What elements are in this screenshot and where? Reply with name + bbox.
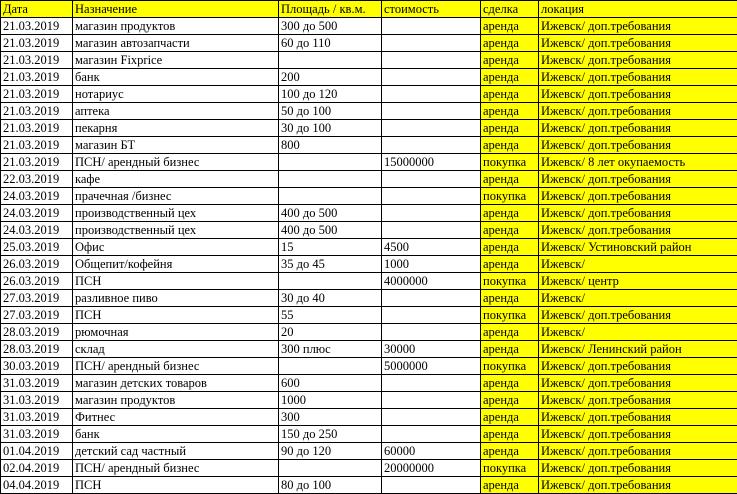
cell-area[interactable]: 600: [279, 375, 382, 392]
cell-cost[interactable]: 20000000: [382, 460, 481, 477]
cell-purpose[interactable]: Фитнес: [73, 409, 279, 426]
cell-date[interactable]: 21.03.2019: [1, 18, 73, 35]
cell-purpose[interactable]: детский сад частный: [73, 443, 279, 460]
cell-purpose[interactable]: прачечная /бизнес: [73, 188, 279, 205]
cell-purpose[interactable]: производственный цех: [73, 222, 279, 239]
cell-location[interactable]: Ижевск/ центр: [539, 273, 737, 290]
cell-cost[interactable]: 60000: [382, 443, 481, 460]
table-row: [1, 52, 737, 69]
cell-location[interactable]: Ижевск/ доп.требования: [539, 171, 737, 188]
cell-location[interactable]: Ижевск/ доп.требования: [539, 35, 737, 52]
cell-date[interactable]: 21.03.2019: [1, 154, 73, 171]
cell-date[interactable]: 26.03.2019: [1, 256, 73, 273]
cell-cost[interactable]: [382, 426, 481, 443]
cell-deal[interactable]: аренда: [481, 18, 539, 35]
cell-deal[interactable]: аренда: [481, 103, 539, 120]
cell-area[interactable]: 90 до 120: [279, 443, 382, 460]
cell-area[interactable]: 80 до 100: [279, 477, 382, 494]
table-row: [1, 426, 737, 443]
cell-date[interactable]: 31.03.2019: [1, 409, 73, 426]
column-header-area[interactable]: Площадь / кв.м.: [279, 1, 382, 18]
cell-date[interactable]: 27.03.2019: [1, 307, 73, 324]
cell-deal[interactable]: покупка: [481, 188, 539, 205]
table-row: [1, 137, 737, 154]
cell-location[interactable]: Ижевск/ доп.требования: [539, 426, 737, 443]
cell-deal[interactable]: покупка: [481, 273, 539, 290]
cell-deal[interactable]: покупка: [481, 154, 539, 171]
cell-cost[interactable]: [382, 290, 481, 307]
cell-location[interactable]: Ижевск/ доп.требования: [539, 188, 737, 205]
cell-location[interactable]: Ижевск/ доп.требования: [539, 477, 737, 494]
cell-purpose[interactable]: рюмочная: [73, 324, 279, 341]
cell-area[interactable]: 30 до 100: [279, 120, 382, 137]
cell-location[interactable]: Ижевск/ доп.требования: [539, 392, 737, 409]
cell-date[interactable]: 27.03.2019: [1, 290, 73, 307]
table-row: [1, 443, 737, 460]
cell-date[interactable]: 01.04.2019: [1, 443, 73, 460]
cell-deal[interactable]: аренда: [481, 477, 539, 494]
cell-location[interactable]: Ижевск/: [539, 256, 737, 273]
cell-deal[interactable]: аренда: [481, 35, 539, 52]
cell-purpose[interactable]: ПСН/ арендный бизнес: [73, 358, 279, 375]
cell-purpose[interactable]: кафе: [73, 171, 279, 188]
cell-cost[interactable]: [382, 35, 481, 52]
cell-deal[interactable]: аренда: [481, 137, 539, 154]
cell-area[interactable]: 50 до 100: [279, 103, 382, 120]
cell-deal[interactable]: аренда: [481, 120, 539, 137]
cell-area[interactable]: 400 до 500: [279, 205, 382, 222]
cell-purpose[interactable]: склад: [73, 341, 279, 358]
cell-purpose[interactable]: нотариус: [73, 86, 279, 103]
cell-location[interactable]: Ижевск/ доп.требования: [539, 443, 737, 460]
cell-location[interactable]: Ижевск/ доп.требования: [539, 460, 737, 477]
cell-cost[interactable]: [382, 307, 481, 324]
table-row: [1, 69, 737, 86]
column-header-cost[interactable]: стоимость: [382, 1, 481, 18]
cell-location[interactable]: Ижевск/ доп.требования: [539, 205, 737, 222]
cell-purpose[interactable]: ПСН: [73, 273, 279, 290]
cell-purpose[interactable]: пекарня: [73, 120, 279, 137]
cell-date[interactable]: 30.03.2019: [1, 358, 73, 375]
cell-cost[interactable]: [382, 375, 481, 392]
cell-deal[interactable]: аренда: [481, 69, 539, 86]
cell-area[interactable]: [279, 460, 382, 477]
cell-cost[interactable]: 5000000: [382, 358, 481, 375]
cell-date[interactable]: 22.03.2019: [1, 171, 73, 188]
cell-location[interactable]: Ижевск/ Ленинский район: [539, 341, 737, 358]
table-row: [1, 375, 737, 392]
column-header-deal[interactable]: сделка: [481, 1, 539, 18]
cell-area[interactable]: [279, 52, 382, 69]
cell-deal[interactable]: покупка: [481, 307, 539, 324]
cell-area[interactable]: 60 до 110: [279, 35, 382, 52]
cell-date[interactable]: 21.03.2019: [1, 120, 73, 137]
cell-purpose[interactable]: ПСН/ арендный бизнес: [73, 154, 279, 171]
cell-location[interactable]: Ижевск/ Устиновский район: [539, 239, 737, 256]
cell-purpose[interactable]: аптека: [73, 103, 279, 120]
cell-area[interactable]: 30 до 40: [279, 290, 382, 307]
cell-purpose[interactable]: ПСН: [73, 307, 279, 324]
column-header-location[interactable]: локация: [539, 1, 737, 18]
table-row: [1, 324, 737, 341]
cell-cost[interactable]: 4500: [382, 239, 481, 256]
cell-date[interactable]: 28.03.2019: [1, 324, 73, 341]
cell-purpose[interactable]: магазин продуктов: [73, 18, 279, 35]
cell-cost[interactable]: 30000: [382, 341, 481, 358]
cell-date[interactable]: 24.03.2019: [1, 222, 73, 239]
table-row: [1, 103, 737, 120]
table-row: [1, 239, 737, 256]
cell-date[interactable]: 24.03.2019: [1, 205, 73, 222]
cell-location[interactable]: Ижевск/ доп.требования: [539, 52, 737, 69]
cell-deal[interactable]: аренда: [481, 205, 539, 222]
table-row: [1, 256, 737, 273]
cell-deal[interactable]: аренда: [481, 171, 539, 188]
cell-area[interactable]: [279, 171, 382, 188]
cell-cost[interactable]: [382, 392, 481, 409]
cell-purpose[interactable]: магазин автозапчасти: [73, 35, 279, 52]
cell-location[interactable]: Ижевск/ доп.требования: [539, 222, 737, 239]
cell-deal[interactable]: аренда: [481, 222, 539, 239]
cell-area[interactable]: [279, 188, 382, 205]
cell-deal[interactable]: аренда: [481, 426, 539, 443]
cell-location[interactable]: Ижевск/ доп.требования: [539, 69, 737, 86]
table-row: [1, 477, 737, 494]
cell-deal[interactable]: аренда: [481, 409, 539, 426]
cell-deal[interactable]: аренда: [481, 392, 539, 409]
cell-area[interactable]: 300: [279, 409, 382, 426]
cell-location[interactable]: Ижевск/ доп.требования: [539, 137, 737, 154]
cell-purpose[interactable]: разливное пиво: [73, 290, 279, 307]
table-header: [1, 1, 737, 18]
cell-area[interactable]: 100 до 120: [279, 86, 382, 103]
cell-area[interactable]: 300 до 500: [279, 18, 382, 35]
cell-cost[interactable]: [382, 222, 481, 239]
cell-cost[interactable]: 15000000: [382, 154, 481, 171]
table-row: [1, 18, 737, 35]
cell-cost[interactable]: [382, 86, 481, 103]
cell-deal[interactable]: покупка: [481, 358, 539, 375]
table-row: [1, 409, 737, 426]
cell-location[interactable]: Ижевск/: [539, 290, 737, 307]
table-row: [1, 188, 737, 205]
table-row: [1, 290, 737, 307]
cell-purpose[interactable]: производственный цех: [73, 205, 279, 222]
cell-location[interactable]: Ижевск/: [539, 324, 737, 341]
cell-cost[interactable]: [382, 205, 481, 222]
cell-location[interactable]: Ижевск/ доп.требования: [539, 103, 737, 120]
cell-area[interactable]: 800: [279, 137, 382, 154]
cell-date[interactable]: 21.03.2019: [1, 52, 73, 69]
table-row: [1, 154, 737, 171]
cell-area[interactable]: 15: [279, 239, 382, 256]
cell-location[interactable]: Ижевск/ доп.требования: [539, 375, 737, 392]
cell-location[interactable]: Ижевск/ доп.требования: [539, 358, 737, 375]
cell-location[interactable]: Ижевск/ доп.требования: [539, 18, 737, 35]
cell-deal[interactable]: аренда: [481, 324, 539, 341]
table-row: [1, 205, 737, 222]
cell-area[interactable]: 35 до 45: [279, 256, 382, 273]
cell-date[interactable]: 31.03.2019: [1, 375, 73, 392]
table-row: [1, 120, 737, 137]
cell-date[interactable]: 21.03.2019: [1, 103, 73, 120]
cell-location[interactable]: Ижевск/ доп.требования: [539, 86, 737, 103]
cell-date[interactable]: 21.03.2019: [1, 69, 73, 86]
cell-cost[interactable]: 1000: [382, 256, 481, 273]
cell-date[interactable]: 31.03.2019: [1, 426, 73, 443]
table-row: [1, 273, 737, 290]
table-row: [1, 86, 737, 103]
cell-cost[interactable]: [382, 120, 481, 137]
table-row: [1, 35, 737, 52]
cell-date[interactable]: 21.03.2019: [1, 137, 73, 154]
cell-area[interactable]: 400 до 500: [279, 222, 382, 239]
cell-date[interactable]: 24.03.2019: [1, 188, 73, 205]
cell-cost[interactable]: [382, 171, 481, 188]
cell-deal[interactable]: аренда: [481, 239, 539, 256]
cell-area[interactable]: 1000: [279, 392, 382, 409]
table-row: [1, 460, 737, 477]
cell-area[interactable]: 55: [279, 307, 382, 324]
cell-date[interactable]: 26.03.2019: [1, 273, 73, 290]
cell-location[interactable]: Ижевск/ доп.требования: [539, 120, 737, 137]
cell-deal[interactable]: аренда: [481, 375, 539, 392]
cell-deal[interactable]: покупка: [481, 460, 539, 477]
table-body: [1, 18, 737, 494]
cell-cost[interactable]: [382, 137, 481, 154]
cell-deal[interactable]: аренда: [481, 341, 539, 358]
cell-location[interactable]: Ижевск/ доп.требования: [539, 307, 737, 324]
column-header-purpose[interactable]: Назначение: [73, 1, 279, 18]
cell-deal[interactable]: аренда: [481, 256, 539, 273]
cell-purpose[interactable]: ПСН: [73, 477, 279, 494]
cell-location[interactable]: Ижевск/ 8 лет окупаемость: [539, 154, 737, 171]
cell-purpose[interactable]: ПСН/ арендный бизнес: [73, 460, 279, 477]
cell-deal[interactable]: аренда: [481, 52, 539, 69]
cell-date[interactable]: 28.03.2019: [1, 341, 73, 358]
cell-area[interactable]: [279, 154, 382, 171]
table-row: [1, 341, 737, 358]
cell-cost[interactable]: [382, 18, 481, 35]
cell-location[interactable]: Ижевск/ доп.требования: [539, 409, 737, 426]
cell-purpose[interactable]: магазин детских товаров: [73, 375, 279, 392]
cell-purpose[interactable]: магазин продуктов: [73, 392, 279, 409]
table-row: [1, 222, 737, 239]
table-row: [1, 307, 737, 324]
cell-date[interactable]: 02.04.2019: [1, 460, 73, 477]
cell-date[interactable]: 21.03.2019: [1, 86, 73, 103]
cell-area[interactable]: 150 до 250: [279, 426, 382, 443]
cell-area[interactable]: 20: [279, 324, 382, 341]
cell-purpose[interactable]: магазин Fixprice: [73, 52, 279, 69]
cell-deal[interactable]: аренда: [481, 86, 539, 103]
cell-cost[interactable]: [382, 103, 481, 120]
header-row: [1, 1, 737, 18]
cell-area[interactable]: [279, 358, 382, 375]
cell-cost[interactable]: [382, 69, 481, 86]
cell-purpose[interactable]: магазин БТ: [73, 137, 279, 154]
cell-cost[interactable]: [382, 409, 481, 426]
table-row: [1, 171, 737, 188]
cell-cost[interactable]: [382, 188, 481, 205]
cell-area[interactable]: 200: [279, 69, 382, 86]
cell-cost[interactable]: [382, 324, 481, 341]
column-header-date[interactable]: Дата: [1, 1, 73, 18]
cell-purpose[interactable]: Общепит/кофейня: [73, 256, 279, 273]
cell-area[interactable]: [279, 273, 382, 290]
cell-deal[interactable]: аренда: [481, 290, 539, 307]
cell-date[interactable]: 31.03.2019: [1, 392, 73, 409]
cell-cost[interactable]: [382, 52, 481, 69]
cell-date[interactable]: 25.03.2019: [1, 239, 73, 256]
cell-area[interactable]: 300 плюс: [279, 341, 382, 358]
cell-deal[interactable]: аренда: [481, 443, 539, 460]
cell-cost[interactable]: [382, 477, 481, 494]
cell-cost[interactable]: 4000000: [382, 273, 481, 290]
cell-purpose[interactable]: Офис: [73, 239, 279, 256]
cell-date[interactable]: 21.03.2019: [1, 35, 73, 52]
table-row: [1, 392, 737, 409]
table-row: [1, 358, 737, 375]
cell-date[interactable]: 04.04.2019: [1, 477, 73, 494]
cell-purpose[interactable]: банк: [73, 426, 279, 443]
cell-purpose[interactable]: банк: [73, 69, 279, 86]
